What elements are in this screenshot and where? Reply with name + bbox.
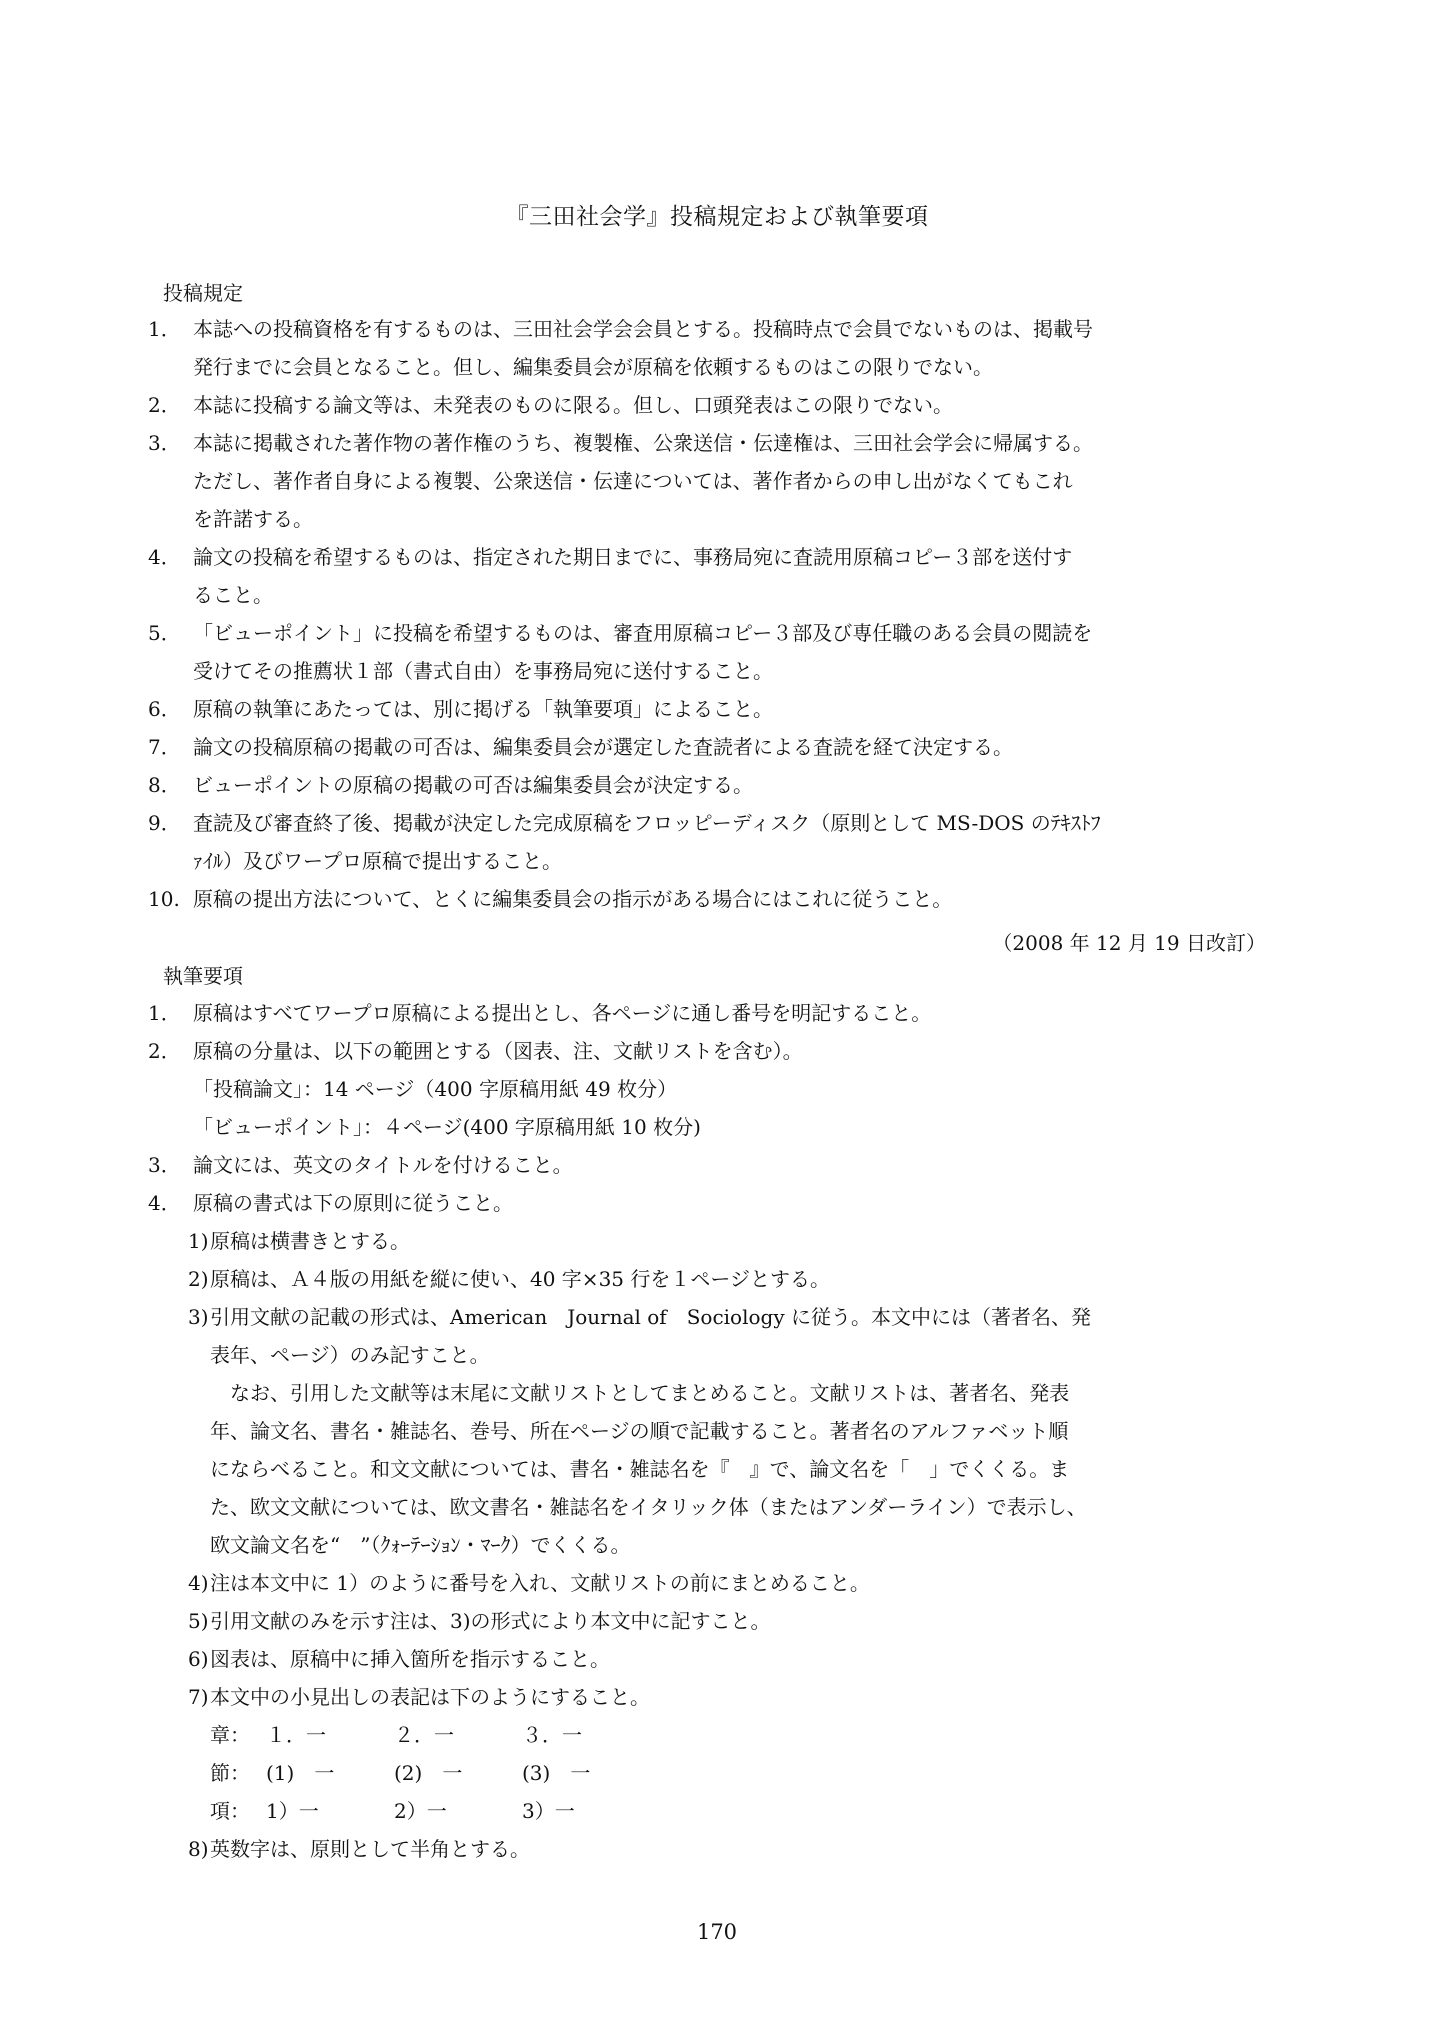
item-line: た、欧文文献については、欧文書名・雑誌名をイタリック体（またはアンダーライン）で表示し、 (210, 1495, 1087, 1519)
item-line: 査読及び審査終了後、掲載が決定した完成原稿をフロッピーディスク（原則として MS-DOS のﾃｷｽﾄﾌ (193, 811, 1101, 835)
item-number: 5． (148, 621, 181, 645)
item-number: 2． (148, 393, 181, 417)
item-line: 原稿の執筆にあたっては、別に掲げる「執筆要項」によること。 (193, 697, 773, 721)
list-item (188, 1830, 1298, 1868)
item-line: 本文中の小見出しの表記は下のようにすること。 (210, 1685, 650, 1709)
item-line: 原稿はすべてワープロ原稿による提出とし、各ページに通し番号を明記すること。 (193, 1001, 932, 1025)
item-line: 「ビューポイント」：４ページ(400 字原稿用紙 10 枚分) (193, 1115, 701, 1139)
item-line: 受けてその推薦状１部（書式自由）を事務局宛に送付すること。 (193, 659, 773, 683)
table-cell: (1) 一 (266, 1761, 335, 1785)
item-line: 英数字は、原則として半角とする。 (210, 1837, 530, 1861)
item-line: を許諾する。 (193, 507, 313, 531)
item-number: 1) (188, 1229, 209, 1253)
table-cell: (3) 一 (522, 1761, 591, 1785)
item-number: 4． (148, 1191, 181, 1215)
list-item (148, 310, 1298, 386)
item-line: 本誌に投稿する論文等は、未発表のものに限る。但し、口頭発表はこの限りでない。 (193, 393, 953, 417)
item-line: 図表は、原稿中に挿入箇所を指示すること。 (210, 1647, 610, 1671)
page-title: 『三田社会学』投稿規定および執筆要項 (505, 204, 929, 230)
item-number: 10. (148, 887, 180, 911)
table-cell: 3）一 (522, 1799, 575, 1823)
row-label: 節： (210, 1761, 250, 1785)
item-line: ること。 (193, 583, 273, 607)
last-format-rule (188, 1830, 1298, 1868)
item-number: 4． (148, 545, 181, 569)
list-item (188, 1602, 1298, 1640)
page-number: 170 (696, 1920, 738, 1944)
guidelines-heading: 執筆要項 (163, 964, 243, 988)
list-item (148, 880, 1298, 918)
heading-format-table (210, 1716, 910, 1830)
item-number: 8． (148, 773, 181, 797)
rules-list (148, 310, 1298, 918)
list-item (148, 386, 1298, 424)
list-item (148, 1146, 1298, 1184)
table-cell: 1）一 (266, 1799, 319, 1823)
item-number: 1． (148, 1001, 181, 1025)
item-line: 本誌に掲載された著作物の著作権のうち、複製権、公衆送信・伝達権は、三田社会学会に帰属する。 (193, 431, 1093, 455)
item-number: 3) (188, 1305, 209, 1329)
item-line: にならべること。和文文献については、書名・雑誌名を『 』で、論文名を「 」でくくる。ま (210, 1457, 1070, 1481)
list-item (148, 1032, 1298, 1146)
list-item (188, 1298, 1298, 1564)
item-line: 原稿は、Ａ４版の用紙を縦に使い、40 字×35 行を１ページとする。 (210, 1267, 830, 1291)
list-item (188, 1640, 1298, 1678)
item-line: 「ビューポイント」に投稿を希望するものは、審査用原稿コピー３部及び専任職のある会員の閲読を (193, 621, 1093, 645)
item-line: なお、引用した文献等は末尾に文献リストとしてまとめること。文献リストは、著者名、発表 (210, 1381, 1070, 1405)
list-item (148, 728, 1298, 766)
item-line: 発行までに会員となること。但し、編集委員会が原稿を依頼するものはこの限りでない。 (193, 355, 993, 379)
list-item (188, 1678, 1298, 1716)
list-item (188, 1222, 1298, 1260)
list-item (148, 994, 1298, 1032)
item-line: 原稿の提出方法について、とくに編集委員会の指示がある場合にはこれに従うこと。 (193, 887, 953, 911)
item-number: 3． (148, 1153, 181, 1177)
rules-heading: 投稿規定 (163, 281, 243, 305)
item-line: 欧文論文名を“ ”（ｸｫｰﾃｰｼｮﾝ・ﾏｰｸ）でくくる。 (210, 1533, 631, 1557)
item-number: 5) (188, 1609, 209, 1633)
row-label: 項： (210, 1799, 250, 1823)
format-rules-list (188, 1222, 1298, 1716)
item-number: 4) (188, 1571, 209, 1595)
item-number: 2) (188, 1267, 209, 1291)
item-number: 7) (188, 1685, 209, 1709)
list-item (188, 1260, 1298, 1298)
item-number: 9． (148, 811, 181, 835)
item-number: 8) (188, 1837, 209, 1861)
item-line: 論文の投稿を希望するものは、指定された期日までに、事務局宛に査読用原稿コピー３部を送付す (193, 545, 1073, 569)
table-cell: ３．一 (522, 1723, 582, 1747)
list-item (148, 804, 1298, 880)
guidelines-list (148, 994, 1298, 1222)
item-number: 2． (148, 1039, 181, 1063)
table-row (210, 1754, 910, 1792)
list-item (148, 1184, 1298, 1222)
item-line: 年、論文名、書名・雑誌名、巻号、所在ページの順で記載すること。著者名のアルファベット順 (210, 1419, 1069, 1443)
item-line: 論文の投稿原稿の掲載の可否は、編集委員会が選定した査読者による査読を経て決定する。 (193, 735, 1013, 759)
item-number: 6) (188, 1647, 209, 1671)
item-line: 原稿は横書きとする。 (210, 1229, 410, 1253)
item-line: 注は本文中に 1）のように番号を入れ、文献リストの前にまとめること。 (210, 1571, 870, 1595)
table-cell: 2）一 (394, 1799, 447, 1823)
item-number: 6． (148, 697, 181, 721)
item-line: 論文には、英文のタイトルを付けること。 (193, 1153, 573, 1177)
table-row (210, 1792, 910, 1830)
item-line: 「投稿論文」：14 ページ（400 字原稿用紙 49 枚分） (193, 1077, 678, 1101)
list-item (148, 614, 1298, 690)
item-number: 7． (148, 735, 181, 759)
list-item (188, 1564, 1298, 1602)
list-item (148, 690, 1298, 728)
table-cell: ２．一 (394, 1723, 454, 1747)
list-item (148, 766, 1298, 804)
item-line: ただし、著作者自身による複製、公衆送信・伝達については、著作者からの申し出がなくてもこれ (193, 469, 1073, 493)
item-number: 3． (148, 431, 181, 455)
list-item (148, 424, 1298, 538)
item-line: 原稿の分量は、以下の範囲とする（図表、注、文献リストを含む）。 (193, 1039, 803, 1063)
item-line: 引用文献のみを示す注は、3)の形式により本文中に記すこと。 (210, 1609, 771, 1633)
table-cell: (2) 一 (394, 1761, 463, 1785)
item-line: ｧｲﾙ）及びワープロ原稿で提出すること。 (193, 849, 562, 873)
row-label: 章： (210, 1723, 250, 1747)
item-number: 1． (148, 317, 181, 341)
table-cell: １．一 (266, 1723, 326, 1747)
item-line: ビューポイントの原稿の掲載の可否は編集委員会が決定する。 (193, 773, 753, 797)
item-line: 引用文献の記載の形式は、American Journal of Sociology に従う。本文中には（著者名、発 (210, 1305, 1091, 1329)
list-item (148, 538, 1298, 614)
item-line: 表年、ページ）のみ記すこと。 (210, 1343, 490, 1367)
item-line: 本誌への投稿資格を有するものは、三田社会学会会員とする。投稿時点で会員でないものは、掲載号 (193, 317, 1093, 341)
revision-date: （2008 年 12 月 19 日改訂） (992, 931, 1266, 955)
item-line: 原稿の書式は下の原則に従うこと。 (193, 1191, 513, 1215)
table-row (210, 1716, 910, 1754)
